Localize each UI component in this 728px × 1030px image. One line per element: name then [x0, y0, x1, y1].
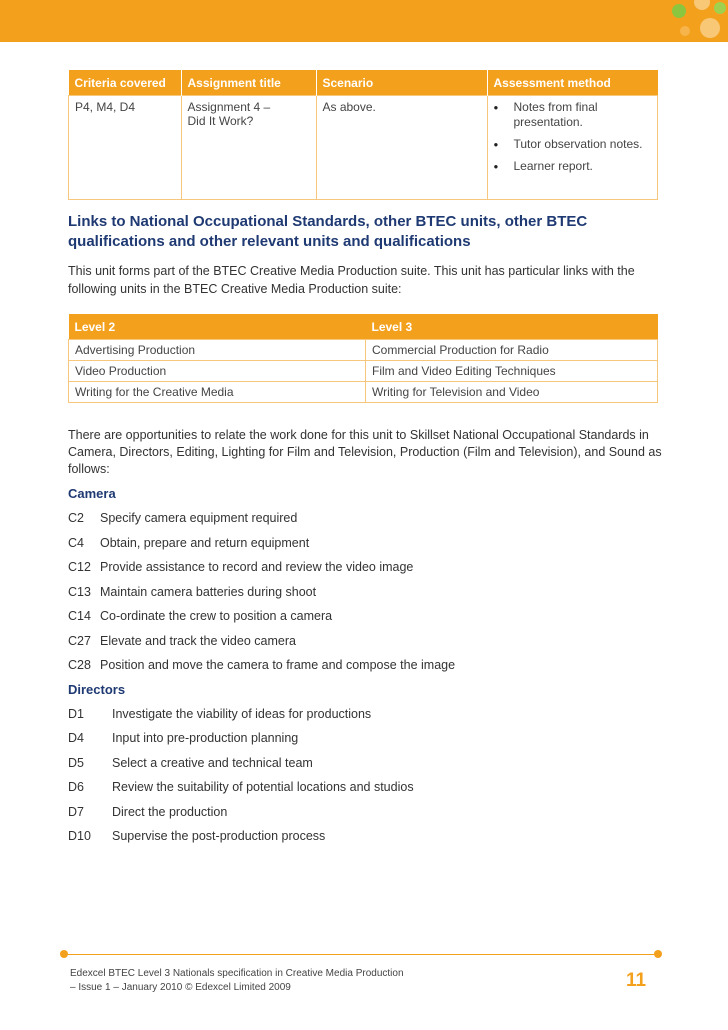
assessment-method-cell [487, 96, 658, 200]
list-item [68, 775, 668, 800]
list-item [68, 726, 668, 751]
standard-text: Provide assistance to record and review the video image [100, 560, 414, 574]
list-item [68, 653, 668, 678]
header-band [0, 0, 728, 42]
list-item [68, 531, 668, 556]
footer-dot [654, 950, 662, 958]
standard-text: Obtain, prepare and return equipment [100, 535, 310, 550]
decorative-dot [700, 18, 720, 38]
page-number: 11 [626, 970, 647, 991]
intro-paragraph: This unit forms part of the BTEC Creative Media Production suite. This unit has particular links with the following units in the BTEC Creative Media Production suite: [68, 264, 635, 296]
header-assignment-title: Assignment title [181, 70, 316, 96]
list-item [68, 629, 668, 654]
standard-text: Review the suitability of potential locations and studios [112, 780, 414, 794]
list-item [68, 751, 668, 776]
standard-code: C28 [68, 658, 91, 672]
list-item [68, 604, 668, 629]
footer-rule [64, 954, 658, 955]
standard-text: Specify camera equipment required [100, 511, 298, 525]
assessment-table-header [69, 70, 658, 96]
level-2-cell: Writing for the Creative Media [69, 382, 366, 403]
assessment-method-list [494, 100, 652, 174]
standard-code: D1 [68, 706, 84, 721]
standard-code: D5 [68, 755, 84, 770]
decorative-dot [694, 0, 710, 10]
directors-heading: Directors [68, 681, 126, 697]
table-row [69, 361, 658, 382]
camera-heading: Camera [68, 486, 116, 501]
standard-text: Position and move the camera to frame and compose the image [100, 658, 456, 672]
standard-text: Supervise the post-production process [112, 829, 326, 843]
standard-text: Direct the production [112, 804, 228, 819]
level-2-cell: Advertising Production [69, 340, 366, 361]
standard-code: C13 [68, 584, 91, 599]
level-3-cell: Writing for Television and Video [366, 382, 658, 403]
level-3-cell: Commercial Production for Radio [366, 340, 658, 361]
list-item [68, 506, 668, 531]
standards-lists [68, 482, 668, 849]
table-row [69, 340, 658, 361]
scenario-cell: As above. [316, 96, 487, 200]
standard-code: D10 [68, 829, 91, 843]
standard-code: C14 [68, 609, 91, 623]
assessment-table [68, 70, 658, 200]
levels-table [68, 314, 658, 403]
level-3-cell: Film and Video Editing Techniques [366, 361, 658, 382]
standard-text: Select a creative and technical team [112, 755, 313, 770]
assignment-title-line: Assignment 4 – [187, 100, 271, 114]
list-item [68, 555, 668, 580]
decorative-dot [672, 4, 686, 18]
standard-text: Input into pre-production planning [112, 731, 299, 745]
assignment-title-line: Did It Work? [187, 114, 254, 128]
standard-text: Investigate the viability of ideas for productions [112, 706, 372, 721]
standard-code: D6 [68, 780, 84, 794]
header-assessment-method: Assessment method [487, 70, 658, 96]
decorative-dot [714, 2, 726, 14]
list-item: ● Learner report. [494, 159, 652, 174]
nos-paragraph: There are opportunities to relate the work done for this unit to Skillset National Occupational Standards in Camera, Directors, Editing, Lighting for Film and Television, Production (Film and Television), and Sound as follows: [68, 428, 662, 476]
footer-text [70, 967, 404, 995]
criteria-cell: P4, M4, D4 [69, 96, 182, 200]
standard-code: C2 [68, 511, 84, 525]
header-scenario: Scenario [316, 70, 487, 96]
standard-code: D7 [68, 804, 84, 819]
section-heading: Links to National Occupational Standards, other BTEC units, other BTEC qualifications and other relevant units and qualifications [68, 213, 588, 250]
table-row [69, 96, 658, 200]
levels-table-header [69, 314, 658, 340]
list-item: ● Tutor observation notes. [494, 137, 652, 152]
footer-line: Edexcel BTEC Level 3 Nationals specification in Creative Media Production [70, 968, 404, 979]
footer-line: – Issue 1 – January 2010 © Edexcel Limited 2009 [70, 982, 291, 993]
level-2-cell: Video Production [69, 361, 366, 382]
list-item: ● Notes from final presentation. [494, 100, 652, 130]
table-row [69, 382, 658, 403]
list-item [68, 824, 668, 849]
list-item [68, 580, 668, 605]
standard-text: Maintain camera batteries during shoot [100, 584, 317, 599]
standard-text: Elevate and track the video camera [100, 633, 296, 648]
assignment-title-cell [181, 96, 316, 200]
list-item [68, 800, 668, 825]
list-item [68, 702, 668, 727]
header-level-3: Level 3 [366, 314, 658, 340]
standard-code: D4 [68, 731, 84, 745]
header-criteria: Criteria covered [69, 70, 182, 96]
standard-code: C27 [68, 633, 91, 648]
decorative-dot [680, 26, 690, 36]
header-level-2: Level 2 [69, 314, 366, 340]
standard-code: C12 [68, 560, 91, 574]
standard-code: C4 [68, 535, 84, 550]
standard-text: Co-ordinate the crew to position a camera [100, 609, 333, 623]
